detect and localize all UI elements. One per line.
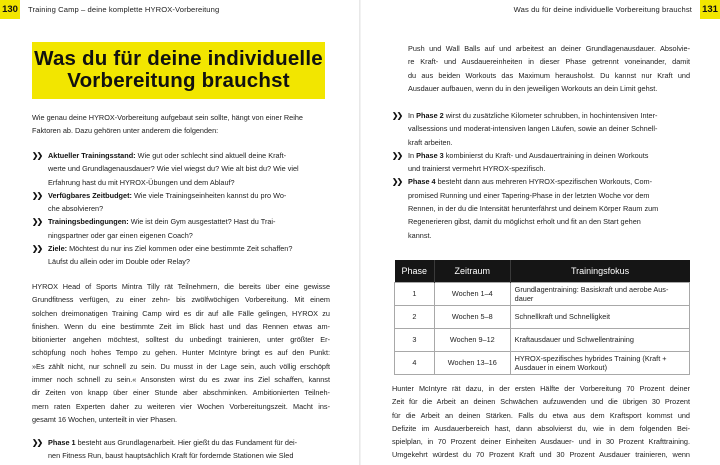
factor-item-conditions <box>32 215 332 242</box>
intro-line: Faktoren ab. Dazu gehören unter anderem die folgenden: <box>32 126 219 136</box>
phase-text: kannst. <box>408 230 432 240</box>
table-cell-period: Wochen 13–16 <box>434 351 510 374</box>
body-line: schöpfung noch hohes Tempo zu gehen. Hunter McIntyre bringt es auf den Punkt: <box>32 348 330 358</box>
phase-text: wirst du zusätzliche Kilometer schrubben, in hochintensiven Inter- <box>443 111 658 120</box>
phase-list-left <box>32 436 332 463</box>
factor-text: Wie ist dein Gym ausgestattet? Hast du Trai- <box>128 217 276 227</box>
intro-line: Wie genau deine HYROX-Vorbereitung aufgebaut sein sollte, hängt von einer Reihe <box>32 113 303 122</box>
focus-line: HYROX-spezifisches hybrides Training (Kraft + <box>514 353 667 363</box>
table-header-phase: Phase <box>395 260 435 282</box>
factor-text: werte und Grundlagenausdauer? Wie viel wiegst du? Wie alt bist du? Wie viel <box>48 164 299 174</box>
double-arrow-icon: ❯❯ <box>392 150 402 160</box>
factor-list <box>32 149 332 269</box>
table-header-row <box>395 260 690 282</box>
table-cell-focus <box>510 351 689 374</box>
table-cell-phase: 2 <box>395 305 435 328</box>
intro-paragraph <box>32 111 332 138</box>
factor-text: ningspartner oder gar einen eigenen Coach? <box>48 230 193 240</box>
factor-text: che absolvieren? <box>48 204 104 214</box>
phase-text: kombinierst du Kraft- und Ausdauertraining in deinen Workouts <box>443 150 649 160</box>
table-header-period: Zeitraum <box>434 260 510 282</box>
phase-text: Regenerieren gibst, damit du möglichst erholt und fit an den Start gehen <box>408 217 641 227</box>
phase-text: promised Running und einer Tapering-Phase in der letzten Woche vor dem <box>408 190 650 200</box>
factor-item-training-level <box>32 149 332 189</box>
running-header-left: Training Camp – deine komplette HYROX-Vorbereitung <box>28 5 220 14</box>
phase-table <box>394 260 690 375</box>
running-header-right: Was du für deine individuelle Vorbereitung brauchst <box>513 5 692 14</box>
double-arrow-icon: ❯❯ <box>32 438 42 447</box>
phase-text: vallsessions und moderat-intensiven langen Läufen, sowie an deiner Schnell- <box>408 124 658 134</box>
double-arrow-icon: ❯❯ <box>32 244 42 254</box>
table-header-focus: Trainingsfokus <box>510 260 689 282</box>
phase-item-3 <box>392 149 692 176</box>
headline-line-2: Vorbereitung brauchst <box>67 69 290 92</box>
factor-text: Wie gut oder schlecht sind aktuell deine Kraft- <box>135 151 287 160</box>
phase-text: In <box>408 150 417 160</box>
table-row <box>395 328 690 351</box>
right-page <box>360 0 720 465</box>
phase-item-4 <box>392 175 692 241</box>
double-arrow-icon: ❯❯ <box>392 111 402 120</box>
phase-lead: Phase 3 <box>416 150 444 160</box>
chapter-headline <box>32 42 325 99</box>
factor-text: Möchtest du nur ins Ziel kommen oder eine bestimmte Zeit schaffen? <box>67 244 293 254</box>
body-line: spielplan, in 70 Prozent deiner Einheiten Ausdauer- und in 30 Prozent Krafttraining. <box>392 437 690 447</box>
body-line: Ausdauer aufbauen, wenn du in den jeweiligen Workouts an dein Limit gehst. <box>408 83 658 93</box>
table-cell-phase: 3 <box>395 328 435 351</box>
page-number-left: 130 <box>0 0 20 19</box>
factor-item-time-budget <box>32 189 332 216</box>
table-row <box>395 282 690 305</box>
table-cell-focus <box>510 305 689 328</box>
double-arrow-icon: ❯❯ <box>32 190 42 200</box>
body-line: gesamt 16 Wochen, unterteilt in vier Phasen. <box>32 414 178 424</box>
closing-paragraph <box>392 382 690 462</box>
body-line: für die Arbeit an deinen Stärken. Falls du etwa aus dem Kraftsport kommst und <box>392 410 690 420</box>
focus-line: Schnellkraft und Schnelligkeit <box>514 312 610 321</box>
factor-lead: Ziele: <box>48 244 68 254</box>
phase-lead: Phase 4 <box>408 177 436 187</box>
phase-lead: Phase 2 <box>416 111 444 120</box>
focus-line: Grundlagentraining: Basiskraft und aerobe Aus- <box>514 284 669 294</box>
phase-text: In <box>408 111 417 120</box>
body-line: Hunter McIntyre rät dazu, in der ersten Hälfte der Vorbereitung 70 Prozent deiner <box>392 384 690 393</box>
body-line: Defizite im Ausdauerbereich hast, dann absolvierst du, wie in dem folgenden Bei- <box>392 423 690 433</box>
body-line: Umgekehrt würdest du 70 Prozent Kraft und 30 Prozent Ausdauer trainieren, wenn <box>392 450 690 460</box>
double-arrow-icon: ❯❯ <box>32 217 42 227</box>
table-row <box>395 305 690 328</box>
double-arrow-icon: ❯❯ <box>392 177 402 187</box>
factor-lead: Verfügbares Zeitbudget: <box>48 190 132 200</box>
factor-text: Wie viele Trainingseinheiten kannst du pro Wo- <box>131 190 287 200</box>
table-cell-focus <box>510 282 689 305</box>
body-line: Zeit für die Arbeit an deinen Schwächen aufzuwenden und die übrigen 30 Prozent <box>392 397 690 407</box>
focus-line: Ausdauer in einem Workout) <box>514 362 607 372</box>
phase-text: nen Fitness Run, baust hauptsächlich Kraft für fordernde Stationen wie Sled <box>48 451 294 461</box>
double-arrow-icon: ❯❯ <box>32 151 42 160</box>
phase-text: besteht aus Grundlagenarbeit. Hier gießt du das Fundament für dei- <box>75 438 298 447</box>
phase-text: Rennen, in der du die Intensität herunterfährst und deinem Körper Raum zum <box>408 204 659 214</box>
phase-item-2 <box>392 109 692 149</box>
phase1-continuation <box>408 42 690 95</box>
phase-text: besteht dann aus mehreren HYROX-spezifischen Workouts, Com- <box>435 177 653 187</box>
factor-item-goals <box>32 242 332 269</box>
body-line: re Kraft- und Ausdauereinheiten in dieser Phase getrennt voneinander, damit <box>408 57 690 67</box>
phase-item-1 <box>32 436 332 463</box>
body-line: Push und Wall Balls auf und arbeitest an deiner Grundlagenausdauer. Absolvie- <box>408 44 690 53</box>
table-cell-period: Wochen 5–8 <box>434 305 510 328</box>
body-line: finishen. Wenn du eine bestimmte Zeit im Blick hast und das Rennen etwas am- <box>32 321 330 331</box>
body-line: Grundfitness verfügen, zu einer zehn- bis zwölfwöchigen Vorbereitung. Mit einem <box>32 295 330 305</box>
factor-text: Erfahrung hast du mit HYROX-Übungen und dem Ablauf? <box>48 177 235 187</box>
body-line: dir Zeiten von knapp über einer Stunde aber abschminken. Ambitionierten Teilneh- <box>32 388 330 398</box>
table-cell-phase: 1 <box>395 282 435 305</box>
table-cell-period: Wochen 1–4 <box>434 282 510 305</box>
table-cell-focus <box>510 328 689 351</box>
factor-text: Läufst du allein oder im Double oder Relay? <box>48 257 190 267</box>
body-line: du aus beiden Workouts das Maximum herausholst. Du kannst nur Kraft und <box>408 70 690 80</box>
body-paragraph <box>32 280 330 426</box>
table-cell-phase: 4 <box>395 351 435 374</box>
body-line: bitionierter angehen möchtest, solltest du unbedingt trainieren, unter größter Er- <box>32 335 330 345</box>
phase-lead: Phase 1 <box>48 438 76 447</box>
body-line: immer noch schnell zu sein.« Ansonsten wirst du es zwar ins Ziel schaffen, kannst <box>32 375 330 385</box>
body-line: HYROX Head of Sports Mintra Tilly rät Teilnehmern, die bereits über eine gewisse <box>32 282 330 291</box>
factor-lead: Aktueller Trainingsstand: <box>48 151 136 160</box>
body-line: solchen dreimonatigen Training Camp wird es dir auf alle Fälle gelingen, HYROX zu <box>32 308 330 318</box>
phase-list-right <box>392 109 692 242</box>
table-row <box>395 351 690 374</box>
focus-line: dauer <box>514 293 534 303</box>
body-line: mern raten Experten daher zu weiteren vier Wochen Vorbereitungszeit. Macht ins- <box>32 401 330 411</box>
page-number-right: 131 <box>700 0 720 19</box>
phase-text: und trainierst vermehrt HYROX-spezifisch. <box>408 164 546 174</box>
body-line: »Es zählt nicht, nur schnell zu sein. Du musst in der Lage sein, auch völlig erschöpft <box>32 361 330 371</box>
table-cell-period: Wochen 9–12 <box>434 328 510 351</box>
focus-line: Kraftausdauer und Schwellentraining <box>514 335 634 344</box>
headline-line-1: Was du für deine individuelle <box>34 47 323 70</box>
phase-text: kraft arbeiten. <box>408 137 453 147</box>
factor-lead: Trainingsbedingungen: <box>48 217 129 227</box>
